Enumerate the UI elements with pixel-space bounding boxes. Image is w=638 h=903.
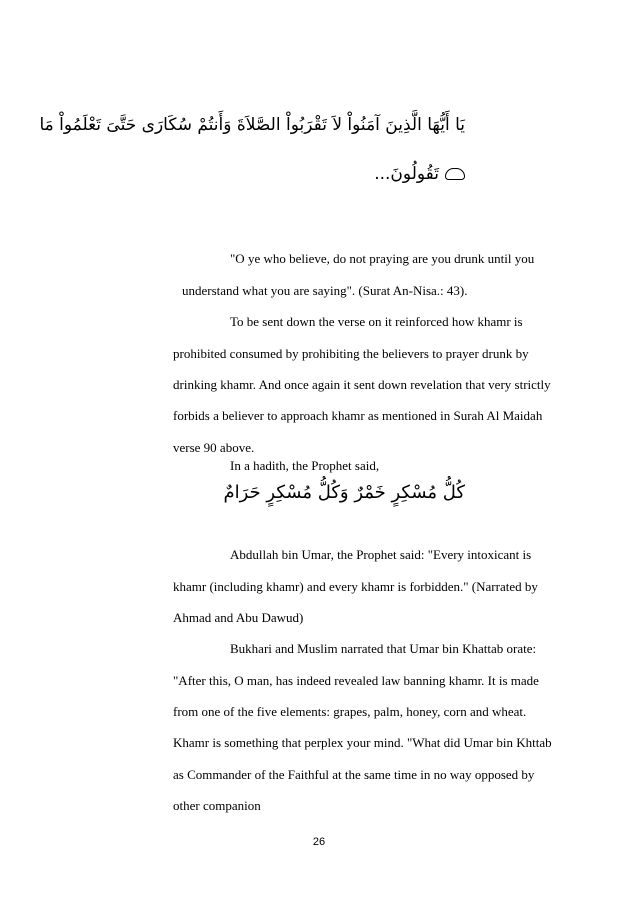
paragraph-line: understand what you are saying". (Surat An-Nisa.: 43). (182, 283, 468, 298)
arabic-verse-line-2 (374, 164, 465, 184)
ayah-end-mark-icon (445, 168, 465, 180)
paragraph-line: Bukhari and Muslim narrated that Umar bin Khattab orate: (230, 641, 537, 656)
arabic-verse-line-1: يَا أَيُّهَا الَّذِينَ آمَنُواْ لاَ تَقْرَبُواْ الصَّلاَةَ وَأَنتُمْ سُكَارَى حَتَّىَ تَعْلَمُواْ مَا (39, 115, 465, 135)
paragraph-line: other companion (173, 798, 261, 813)
paragraph-line: drinking khamr. And once again it sent down revelation that very strictly (173, 377, 551, 392)
paragraph-line: khamr (including khamr) and every khamr is forbidden." (Narrated by (173, 579, 538, 594)
paragraph-line: To be sent down the verse on it reinforced how khamr is (230, 314, 523, 329)
paragraph-line: Khamr is something that perplex your mind. "What did Umar bin Khttab (173, 735, 552, 750)
paragraph-line: from one of the five elements: grapes, palm, honey, corn and wheat. (173, 704, 527, 719)
paragraph-line: "O ye who believe, do not praying are you drunk until you (230, 251, 535, 266)
paragraph-line: verse 90 above. (173, 440, 255, 455)
paragraph-line: "After this, O man, has indeed revealed law banning khamr. It is made (173, 673, 539, 688)
page-number: 26 (312, 836, 326, 848)
paragraph-line: as Commander of the Faithful at the same time in no way opposed by (173, 767, 535, 782)
paragraph-line: forbids a believer to approach khamr as mentioned in Surah Al Maidah (173, 408, 543, 423)
paragraph-line: prohibited consumed by prohibiting the believers to prayer drunk by (173, 346, 529, 361)
arabic-hadith: كُلُّ مُسْكِرٍ خَمْرٌ وَكُلُّ مُسْكِرٍ حَرَامٌ (223, 482, 465, 503)
paragraph-line: Abdullah bin Umar, the Prophet said: "Every intoxicant is (230, 547, 532, 562)
paragraph-line: In a hadith, the Prophet said, (230, 458, 380, 473)
paragraph-line: Ahmad and Abu Dawud) (173, 610, 304, 625)
arabic-verse-line-2-text: تَقُولُونَ... (374, 164, 439, 184)
